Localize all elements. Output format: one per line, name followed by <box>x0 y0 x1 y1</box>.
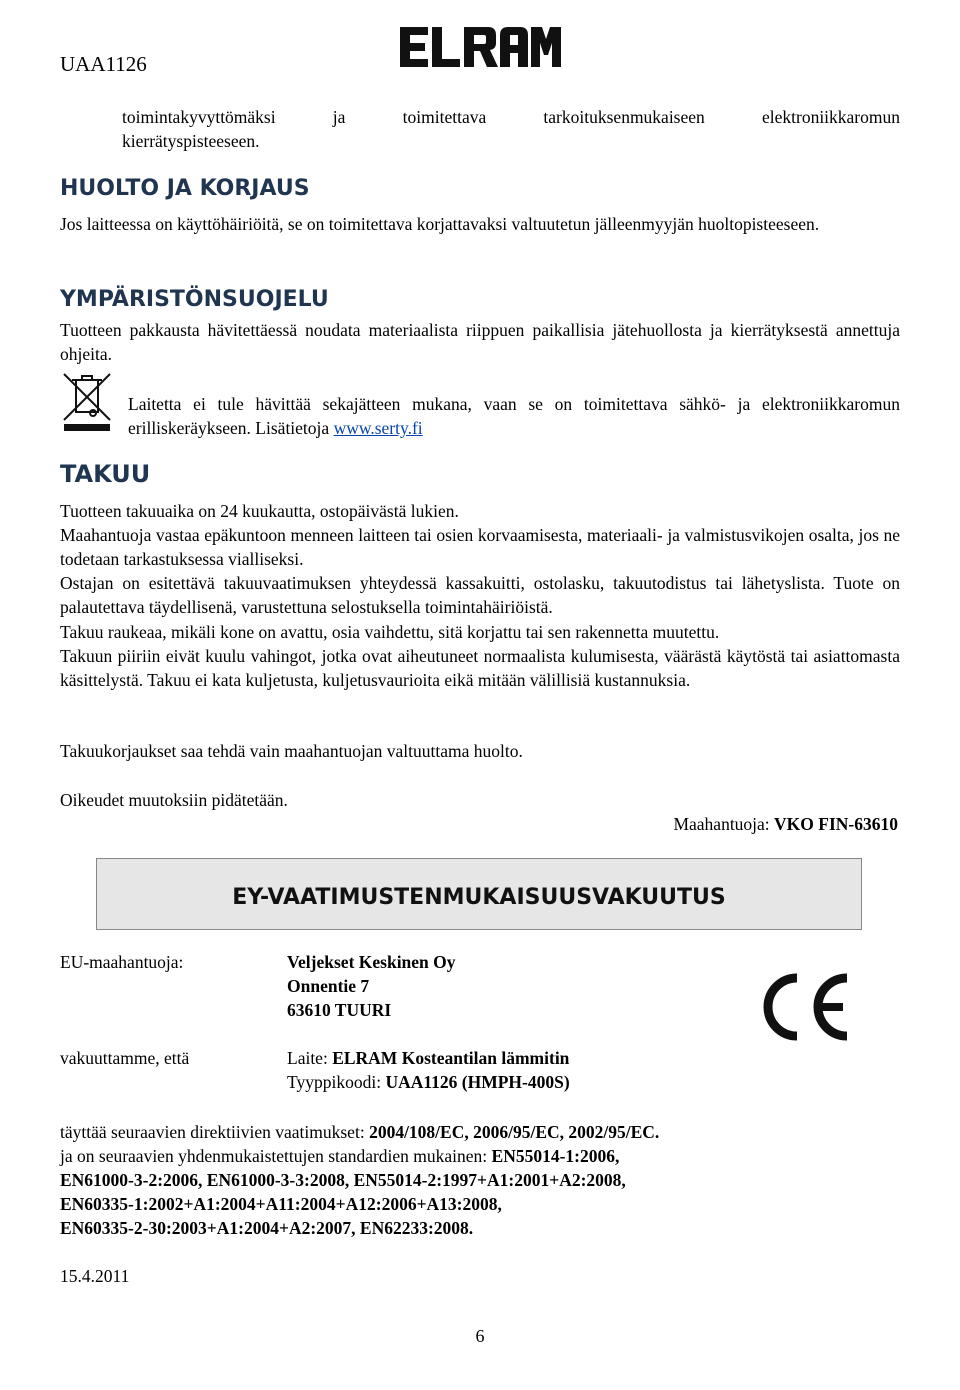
type-line <box>287 1070 570 1094</box>
directives-value: 2004/108/EC, 2006/95/EC, 2002/95/EC. <box>369 1122 660 1142</box>
standards-line-1 <box>60 1144 619 1168</box>
elram-logo-graphic <box>398 25 562 69</box>
device-line <box>287 1046 569 1070</box>
takuu-paragraph-3: Ostajan on esitettävä takuuvaatimuksen yhteydessä kassakuitti, ostolasku, takuutodistus tai lähetyslista. Tuote on palautettava täydellisenä, varustettuna selostuksella toimintahäiriöistä. <box>60 573 900 617</box>
serty-link[interactable]: www.serty.fi <box>333 418 423 438</box>
intro-line-2: kierrätyspisteeseen. <box>122 131 260 151</box>
standards-line-2: EN61000-3-2:2006, EN61000-3-3:2008, EN55014-2:1997+A1:2001+A2:2008, <box>60 1170 626 1190</box>
intro-line-1: toimintakyvyttömäksi ja toimitettava tarkoituksenmukaiseen elektroniikkaromun <box>122 107 900 127</box>
type-value: UAA1126 (HMPH-400S) <box>385 1072 570 1092</box>
importer-line <box>500 812 898 836</box>
elram-logo <box>398 25 562 69</box>
importer-value: VKO FIN-63610 <box>774 814 898 834</box>
page-number: 6 <box>475 1326 485 1346</box>
takuu-paragraph-2: Maahantuoja vastaa epäkuntoon menneen laitteen tai osien korvaamisesta, materiaali- ja valmistusvikojen osalta, jos ne todetaan tarkastuksessa vialliseksi. <box>60 525 900 569</box>
takuu-paragraph-7: Oikeudet muutoksiin pidätetään. <box>60 790 288 810</box>
heading-huolto: HUOLTO JA KORJAUS <box>60 176 310 201</box>
standards-line-4: EN60335-2-30:2003+A1:2004+A2:2007, EN62233:2008. <box>60 1218 474 1238</box>
declaration-date: 15.4.2011 <box>60 1266 130 1286</box>
company-street: Onnentie 7 <box>287 976 370 996</box>
heading-ymparistonsuojelu: YMPÄRISTÖNSUOJELU <box>60 287 329 312</box>
declare-label: vakuuttamme, että <box>60 1048 190 1068</box>
standards-value-1: EN55014-1:2006, <box>491 1146 620 1166</box>
weee-text <box>128 392 900 440</box>
directives-label: täyttää seuraavien direktiivien vaatimukset: <box>60 1122 370 1142</box>
standards-line-3: EN60335-1:2002+A1:2004+A11:2004+A12:2006+A13:2008, <box>60 1194 502 1214</box>
takuu-paragraph-1: Tuotteen takuuaika on 24 kuukautta, ostopäivästä lukien. <box>60 501 459 521</box>
directives-line <box>60 1120 659 1144</box>
document-model-code: UAA1126 <box>60 52 147 76</box>
device-value: ELRAM Kosteantilan lämmitin <box>332 1048 570 1068</box>
company-name: Veljekset Keskinen Oy <box>287 952 456 972</box>
company-city: 63610 TUURI <box>287 1000 392 1020</box>
takuu-paragraph-5: Takuun piiriin eivät kuulu vahingot, jotka ovat aiheutuneet normaalista kulumisesta, väärästä käytöstä tai asiattomasta käsittelystä. Takuu ei kata kuljetusta, kuljetusvaurioita eikä mitään välillisiä kustannuksia. <box>60 646 900 690</box>
device-label: Laite: <box>287 1048 333 1068</box>
eu-importer-label: EU-maahantuoja: <box>60 952 184 972</box>
ymparisto-text: Tuotteen pakkausta hävitettäessä noudata materiaalista riippuen paikallisia jätehuollosta ja kierrätyksestä annettuja ohjeita. <box>60 320 900 364</box>
weee-text-body: Laitetta ei tule hävittää sekajätteen mukana, vaan se on toimitettava sähkö- ja elektroniikkaromun erilliskeräykseen. Lisätietoja <box>128 394 900 438</box>
declaration-title: EY-VAATIMUSTENMUKAISUUSVAKUUTUS <box>232 885 726 910</box>
takuu-paragraph-6: Takuukorjaukset saa tehdä vain maahantuojan valtuuttama huolto. <box>60 741 523 761</box>
standards-label: ja on seuraavien yhdenmukaistettujen standardien mukainen: <box>60 1146 492 1166</box>
weee-bin-icon <box>60 372 116 434</box>
importer-label: Maahantuoja: <box>673 814 775 834</box>
huolto-text: Jos laitteessa on käyttöhäiriöitä, se on toimitettava korjattavaksi valtuutetun jälleenmyyjän huoltopisteeseen. <box>60 214 820 234</box>
type-label: Tyyppikoodi: <box>287 1072 386 1092</box>
declaration-title-box <box>96 858 862 930</box>
takuu-paragraph-4: Takuu raukeaa, mikäli kone on avattu, osia vaihdettu, sitä korjattu tai sen rakennetta muutettu. <box>60 622 720 642</box>
ce-mark-icon <box>755 972 853 1042</box>
heading-takuu: TAKUU <box>60 460 151 488</box>
